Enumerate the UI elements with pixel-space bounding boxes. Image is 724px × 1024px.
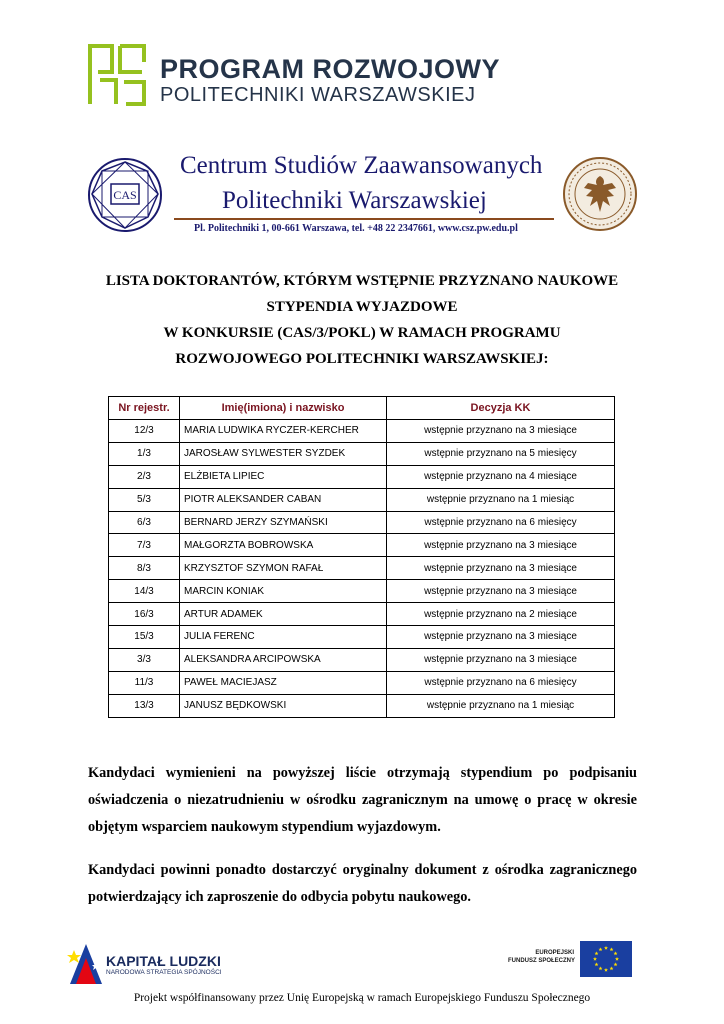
decision: wstępnie przyznano na 3 miesiące bbox=[387, 420, 615, 443]
cas-address: Pl. Politechniki 1, 00-661 Warszawa, tel. +48 22 2347661, www.csz.pw.edu.pl bbox=[194, 223, 518, 234]
table-row bbox=[109, 534, 615, 557]
table-row bbox=[109, 557, 615, 580]
full-name: KRZYSZTOF SZYMON RAFAŁ bbox=[180, 557, 387, 580]
reg-number: 11/3 bbox=[109, 671, 180, 694]
table-row bbox=[109, 511, 615, 534]
decision: wstępnie przyznano na 3 miesiące bbox=[387, 534, 615, 557]
table-row bbox=[109, 671, 615, 694]
full-name: MARCIN KONIAK bbox=[180, 580, 387, 603]
title-line: STYPENDIA WYJAZDOWE bbox=[266, 299, 458, 315]
full-name: PAWEŁ MACIEJASZ bbox=[180, 671, 387, 694]
reg-number: 16/3 bbox=[109, 603, 180, 626]
efs-label bbox=[508, 949, 574, 965]
decision: wstępnie przyznano na 5 miesięcy bbox=[387, 442, 615, 465]
header-decision: Decyzja KK bbox=[387, 397, 615, 420]
table-row bbox=[109, 488, 615, 511]
decision: wstępnie przyznano na 3 miesiące bbox=[387, 580, 615, 603]
full-name: BERNARD JERZY SZYMAŃSKI bbox=[180, 511, 387, 534]
decision: wstępnie przyznano na 3 miesiące bbox=[387, 626, 615, 649]
title-line: LISTA DOKTORANTÓW, KTÓRYM WSTĘPNIE PRZYZNANO NAUKOWE bbox=[105, 273, 619, 289]
document-title bbox=[60, 268, 664, 372]
paragraph-documents: Kandydaci powinni ponadto dostarczyć oryginalny dokument z ośrodka zagranicznego potwierdzający ich zaproszenie do odbycia pobytu naukowego. bbox=[88, 862, 637, 905]
decision: wstępnie przyznano na 6 miesięcy bbox=[387, 671, 615, 694]
decision: wstępnie przyznano na 3 miesiące bbox=[387, 648, 615, 671]
cas-logo-icon bbox=[86, 156, 164, 234]
kapital-ludzki-title: KAPITAŁ LUDZKI bbox=[106, 953, 221, 969]
table-row bbox=[109, 603, 615, 626]
full-name: JULIA FERENC bbox=[180, 626, 387, 649]
efs-line1: EUROPEJSKI bbox=[535, 950, 574, 956]
header-name: Imię(imiona) i nazwisko bbox=[180, 397, 387, 420]
cas-title-line1: Centrum Studiów Zaawansowanych bbox=[180, 152, 543, 179]
full-name: ELŻBIETA LIPIEC bbox=[180, 465, 387, 488]
decision: wstępnie przyznano na 3 miesiące bbox=[387, 557, 615, 580]
cas-title-line2: Politechniki Warszawskiej bbox=[222, 187, 487, 214]
full-name: MARIA LUDWIKA RYCZER-KERCHER bbox=[180, 420, 387, 443]
cas-logo-text: CAS bbox=[113, 188, 137, 202]
reg-number: 14/3 bbox=[109, 580, 180, 603]
table-row bbox=[109, 648, 615, 671]
title-line: ROZWOJOWEGO POLITECHNIKI WARSZAWSKIEJ: bbox=[175, 351, 549, 367]
reg-number: 12/3 bbox=[109, 420, 180, 443]
decision: wstępnie przyznano na 1 miesiąc bbox=[387, 488, 615, 511]
full-name: ALEKSANDRA ARCIPOWSKA bbox=[180, 648, 387, 671]
table-row bbox=[109, 626, 615, 649]
decision: wstępnie przyznano na 2 miesiące bbox=[387, 603, 615, 626]
paragraph-conditions: Kandydaci wymienieni na powyższej liście otrzymają stypendium po podpisaniu oświadczenia o niezatrudnieniu w ośrodku zagranicznym na umowę o pracę w okresie objętym wsparciem naukowym stypendium wyjazdowym. bbox=[88, 765, 637, 835]
decision: wstępnie przyznano na 1 miesiąc bbox=[387, 694, 615, 717]
reg-number: 1/3 bbox=[109, 442, 180, 465]
program-title: PROGRAM ROZWOJOWY bbox=[160, 54, 500, 84]
table-row bbox=[109, 580, 615, 603]
reg-number: 6/3 bbox=[109, 511, 180, 534]
kapital-ludzki-subtitle: NARODOWA STRATEGIA SPÓJNOŚCI bbox=[106, 969, 222, 976]
reg-number: 15/3 bbox=[109, 626, 180, 649]
header-reg-number: Nr rejestr. bbox=[109, 397, 180, 420]
decision: wstępnie przyznano na 4 miesiące bbox=[387, 465, 615, 488]
table-row bbox=[109, 420, 615, 443]
full-name: JAROSŁAW SYLWESTER SYZDEK bbox=[180, 442, 387, 465]
footer-note: Projekt współfinansowany przez Unię Europejską w ramach Europejskiego Funduszu Społecznego bbox=[133, 992, 591, 1004]
title-line: W KONKURSIE (CAS/3/POKL) W RAMACH PROGRAMU bbox=[163, 325, 561, 341]
decision: wstępnie przyznano na 6 miesięcy bbox=[387, 511, 615, 534]
reg-number: 8/3 bbox=[109, 557, 180, 580]
full-name: PIOTR ALEKSANDER CABAN bbox=[180, 488, 387, 511]
eu-flag-icon bbox=[580, 941, 632, 977]
university-seal-icon bbox=[562, 156, 638, 232]
kapital-ludzki-logo-icon bbox=[66, 940, 108, 986]
reg-number: 13/3 bbox=[109, 694, 180, 717]
full-name: ARTUR ADAMEK bbox=[180, 603, 387, 626]
full-name: MAŁGORZTA BOBROWSKA bbox=[180, 534, 387, 557]
scholarship-table bbox=[108, 396, 615, 718]
reg-number: 7/3 bbox=[109, 534, 180, 557]
table-row bbox=[109, 442, 615, 465]
program-subtitle: POLITECHNIKI WARSZAWSKIEJ bbox=[160, 84, 476, 106]
reg-number: 5/3 bbox=[109, 488, 180, 511]
reg-number: 3/3 bbox=[109, 648, 180, 671]
header-divider bbox=[174, 218, 554, 220]
program-rozwojowy-logo-icon bbox=[86, 42, 150, 106]
table-row bbox=[109, 694, 615, 717]
efs-line2: FUNDUSZ SPOŁECZNY bbox=[508, 958, 576, 964]
table-header-row bbox=[109, 397, 615, 420]
reg-number: 2/3 bbox=[109, 465, 180, 488]
table-row bbox=[109, 465, 615, 488]
full-name: JANUSZ BĘDKOWSKI bbox=[180, 694, 387, 717]
